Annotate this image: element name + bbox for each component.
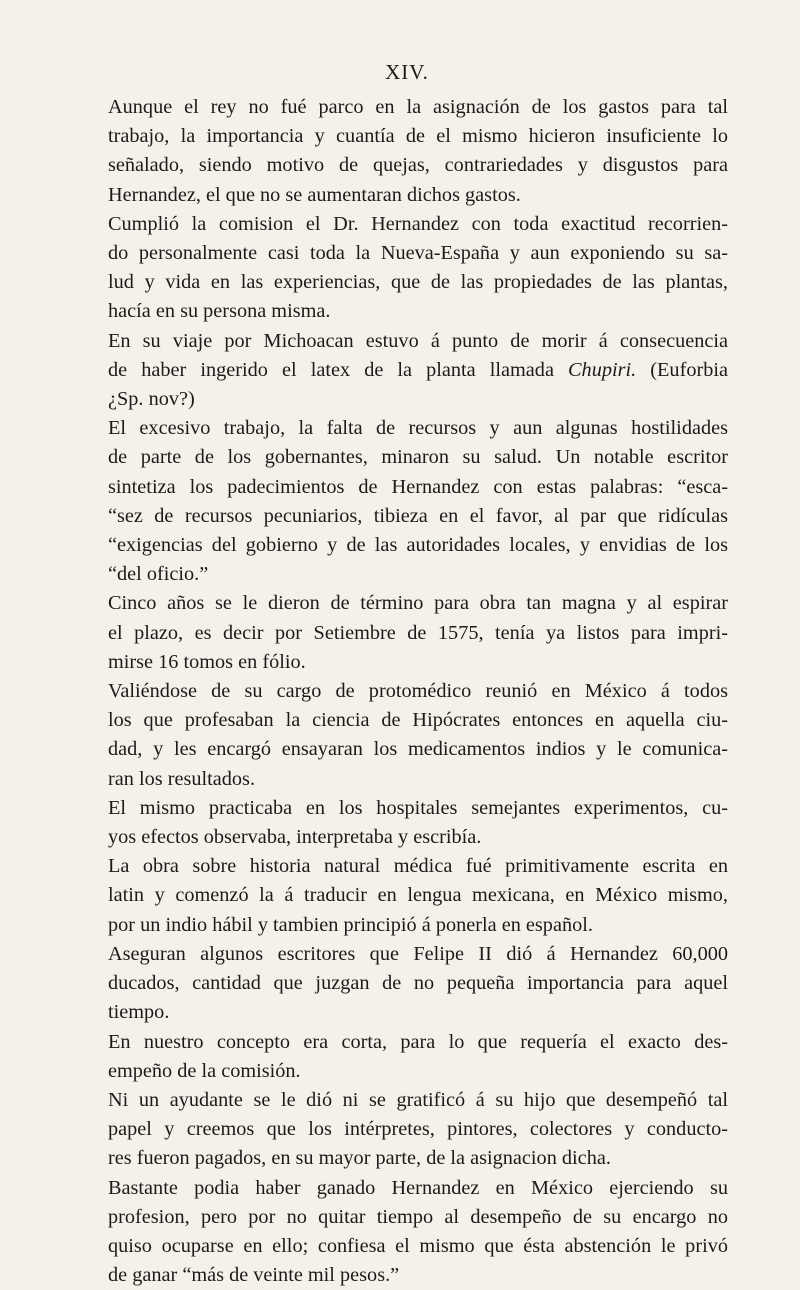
text-line: Ni un ayudante se le dió ni se gratificó á su hijo que desempeñó tal (108, 1088, 728, 1111)
paragraph-9 (86, 940, 728, 1028)
text-line: lud y vida en las experiencias, que de las propiedades de las plantas, (108, 271, 728, 294)
text-line: por un indio hábil y tambien principió á ponerla en español. (108, 913, 593, 936)
text-line: “exigencias del gobierno y de las autoridades locales, y envidias de los (108, 534, 728, 557)
text-line: El excesivo trabajo, la falta de recursos y aun algunas hostilidades (108, 417, 728, 440)
paragraph-5 (86, 589, 728, 677)
text-line: El mismo practicaba en los hospitales semejantes experimentos, cu- (108, 796, 728, 819)
text-line: hacía en su persona misma. (108, 300, 331, 323)
text-line: Aseguran algunos escritores que Felipe II dió á Hernandez 60,000 (108, 942, 728, 965)
text-line: Cinco años se le dieron de término para obra tan magna y al espirar (108, 592, 728, 615)
plant-name-italic: Chupiri. (568, 358, 637, 381)
text-line: Hernandez, el que no se aumentaran dichos gastos. (108, 183, 521, 206)
text-line: tiempo. (108, 1001, 170, 1024)
text-line: de parte de los gobernantes, minaron su salud. Un notable escritor (108, 446, 728, 469)
paragraph-12 (86, 1174, 728, 1290)
text-line: ran los resultados. (108, 767, 256, 790)
text-line: “del oficio.” (108, 563, 209, 586)
paragraph-11 (86, 1086, 728, 1174)
text-line: sintetiza los padecimientos de Hernandez con estas palabras: “esca- (108, 475, 728, 498)
text-line: En su viaje por Michoacan estuvo á punto de morir á consecuencia (108, 329, 728, 352)
paragraph-3 (86, 327, 728, 415)
text-line: señalado, siendo motivo de quejas, contrariedades y disgustos para (108, 154, 728, 177)
text-line: de ganar “más de veinte mil pesos.” (108, 1264, 400, 1287)
text-line: ducados, cantidad que juzgan de no pequeña importancia para aquel (108, 972, 728, 995)
text-line: quiso ocuparse en ello; confiesa el mismo que ésta abstención le privó (108, 1234, 728, 1257)
text-line: profesion, pero por no quitar tiempo al desempeño de su encargo no (108, 1205, 728, 1228)
text-line: ¿Sp. nov?) (108, 388, 195, 411)
text-line: “sez de recursos pecuniarios, tibieza en el favor, al par que ridículas (108, 504, 728, 527)
text-line: trabajo, la importancia y cuantía de el mismo hicieron insuficiente lo (108, 125, 728, 148)
text-line: res fueron pagados, en su mayor parte, de la asignacion dicha. (108, 1147, 611, 1170)
paragraph-2 (86, 210, 728, 327)
text-line: Aunque el rey no fué parco en la asignación de los gastos para tal (108, 96, 728, 118)
paragraph-1 (86, 93, 728, 210)
text-line: En nuestro concepto era corta, para lo que requería el exacto des- (108, 1030, 728, 1053)
text-line: el plazo, es decir por Setiembre de 1575, tenía ya listos para impri- (108, 621, 728, 644)
text-line: Valiéndose de su cargo de protomédico reunió en México á todos (108, 680, 728, 703)
page-number: XIV. (385, 60, 429, 84)
paragraph-6 (86, 677, 728, 794)
text-line: latin y comenzó la á traducir en lengua mexicana, en México mismo, (108, 884, 728, 907)
paragraph-10 (86, 1028, 728, 1086)
text-line: empeño de la comisión. (108, 1059, 301, 1082)
paragraph-4 (86, 414, 728, 589)
text-line: do personalmente casi toda la Nueva-España y aun exponiendo su sa- (108, 242, 728, 265)
text-line: Bastante podia haber ganado Hernandez en México ejerciendo su (108, 1176, 728, 1199)
text-line: La obra sobre historia natural médica fué primitivamente escrita en (108, 855, 728, 878)
text-line: Cumplió la comision el Dr. Hernandez con toda exactitud recorrien- (108, 212, 728, 235)
text-segment: (Euforbia (636, 358, 729, 381)
text-segment: de haber ingerido el latex de la planta llamada (108, 358, 569, 381)
text-line: los que profesaban la ciencia de Hipócrates entonces en aquella ciu- (108, 709, 728, 732)
text-line: papel y creemos que los intérpretes, pintores, colectores y conducto- (108, 1118, 728, 1141)
text-line: mirse 16 tomos en fólio. (108, 650, 306, 673)
text-line-with-italic (86, 356, 728, 385)
paragraph-7 (86, 794, 728, 852)
paragraph-8 (86, 852, 728, 940)
text-line: yos efectos observaba, interpretaba y escribía. (108, 826, 482, 849)
text-line: dad, y les encargó ensayaran los medicamentos indios y le comunica- (108, 738, 728, 761)
